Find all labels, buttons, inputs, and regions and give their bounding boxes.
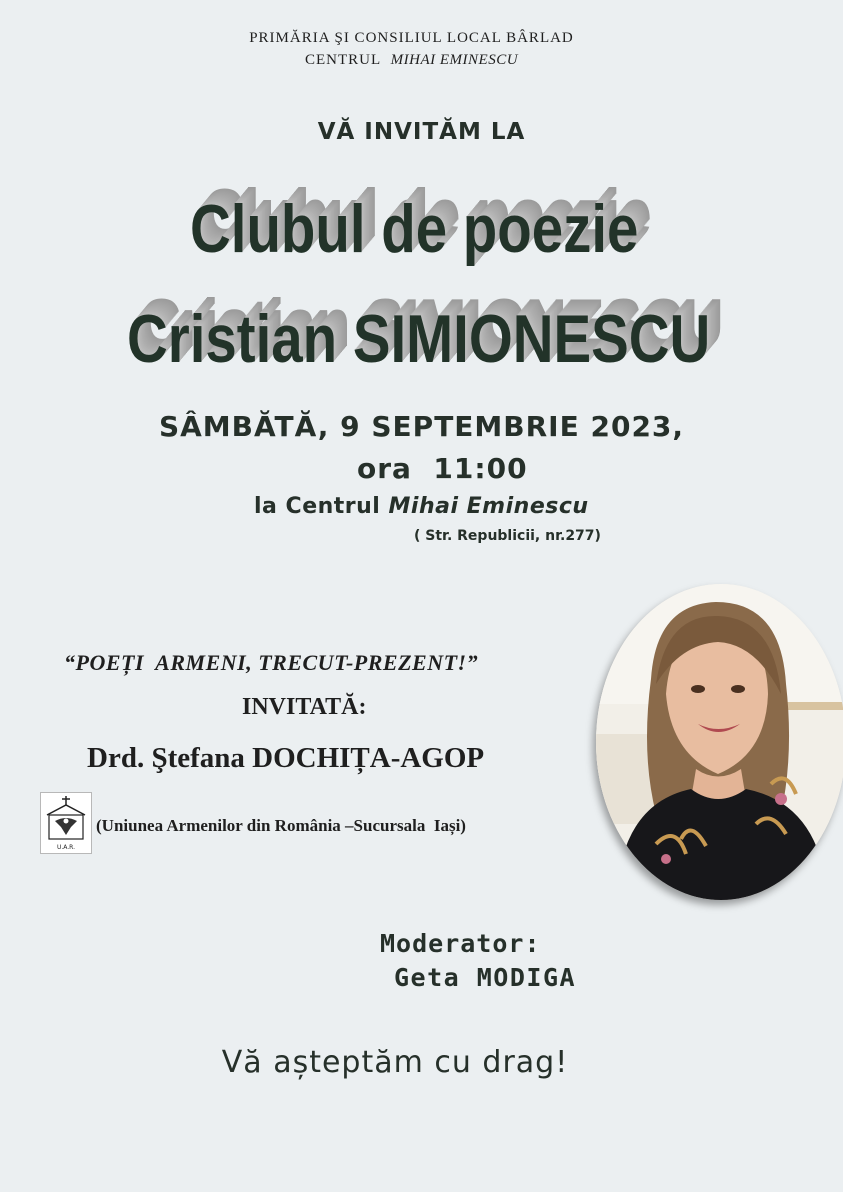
venue-prefix: la Centrul [254,494,381,519]
moderator-name: Geta MODIGA [394,963,577,992]
program-theme: “POEȚI ARMENI, TRECUT-PREZENT!” [64,650,479,675]
guest-name: Drd. Ştefana DOCHIȚA-AGOP [87,742,485,774]
uar-logo-text: U.A.R. [56,844,76,851]
guest-portrait-photo [596,584,843,900]
event-address: ( Str. Republicii, nr.277) [414,528,601,544]
invitation-heading: VĂ INVITĂM LA [317,119,526,145]
organizer-center-prefix: CENTRUL [304,52,382,68]
event-time: ora 11:00 [357,452,528,485]
venue-name: Mihai Eminescu [388,494,589,519]
moderator-label: Moderator: [380,929,541,958]
guest-label: INVITATĂ: [242,694,367,720]
uar-logo [40,792,92,854]
event-title-line1: Clubul de poezie [190,191,639,267]
organizer-center-name: MIHAI EMINESCU [390,52,519,68]
event-venue [254,494,589,519]
guest-affiliation: (Uniunea Armenilor din România –Sucursala Iași) [96,816,466,835]
event-title-line2: Cristian SIMIONESCU [127,301,711,377]
event-date: SÂMBĂTĂ, 9 SEPTEMBRIE 2023, [158,410,685,443]
organizer-center-line [0,52,823,69]
closing-message: Vă așteptăm cu drag! [221,1045,569,1080]
organizer-line: PRIMĂRIA ŞI CONSILIUL LOCAL BÂRLAD [249,30,574,46]
portrait-illustration [596,584,843,900]
armenian-eagle-emblem-icon [41,793,91,853]
